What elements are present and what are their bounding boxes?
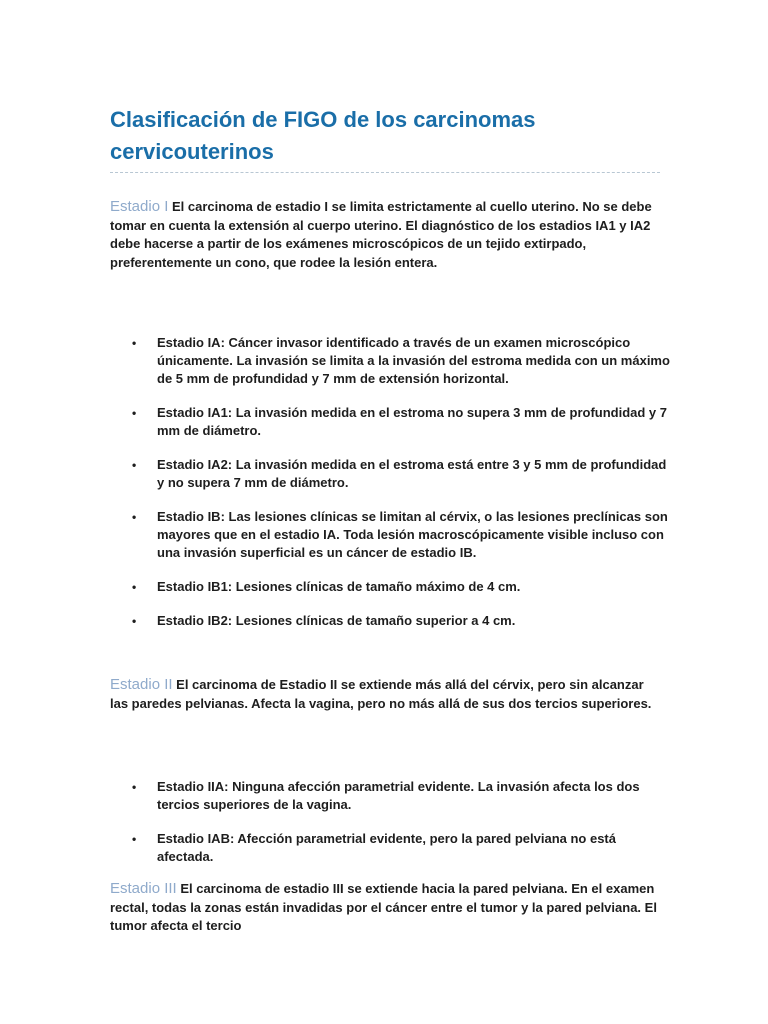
- list-item-text: Estadio IAB: Afección parametrial evidente, pero la pared pelviana no está afectada.: [157, 831, 616, 864]
- stage-3-text: El carcinoma de estadio III se extiende hacia la pared pelviana. En el examen rectal, todas la zonas están invadidas por el cáncer entre el tumor y la pared pelviana. El tumor afecta el tercio: [110, 881, 657, 934]
- title-divider: [110, 172, 660, 173]
- list-item-text: Estadio IA: Cáncer invasor identificado a través de un examen microscópico únicamente. La invasión se limita a la invasión del estroma medida con un máximo de 5 mm de profundidad y 7 mm de extensión horizontal.: [157, 335, 670, 386]
- bullet-icon: •: [132, 458, 137, 472]
- bullet-icon: •: [132, 510, 137, 524]
- list-item: [110, 404, 670, 440]
- stage-1-text: El carcinoma de estadio I se limita estrictamente al cuello uterino. No se debe tomar en cuenta la extensión al cuerpo uterino. El diagnóstico de los estadios IA1 y IA2 debe hacerse a partir de los exámenes microscópicos de un tejido extirpado, preferentemente un cono, que rodee la lesión entera.: [110, 199, 652, 270]
- bullet-icon: •: [132, 336, 137, 350]
- list-item: [110, 456, 670, 492]
- list-item-text: Estadio IB: Las lesiones clínicas se limitan al cérvix, o las lesiones preclínicas son mayores que en el estadio IA. Toda lesión macroscópicamente visible incluso con una invasión superficial es un cáncer de estadio IB.: [157, 509, 668, 560]
- list-item: [110, 778, 670, 814]
- list-item-text: Estadio IB1: Lesiones clínicas de tamaño máximo de 4 cm.: [157, 579, 521, 594]
- list-item: [110, 612, 670, 630]
- stage-1-substage-list: [110, 334, 670, 646]
- list-item-text: Estadio IA2: La invasión medida en el estroma está entre 3 y 5 mm de profundidad y no supera 7 mm de diámetro.: [157, 457, 667, 490]
- list-item-text: Estadio IB2: Lesiones clínicas de tamaño superior a 4 cm.: [157, 613, 516, 628]
- list-item: [110, 830, 670, 866]
- list-item: [110, 334, 670, 388]
- list-item-text: Estadio IIA: Ninguna afección parametrial evidente. La invasión afecta los dos tercios superiores de la vagina.: [157, 779, 640, 812]
- list-item: [110, 508, 670, 562]
- stage-2-heading: Estadio II: [110, 676, 173, 693]
- bullet-icon: •: [132, 780, 137, 794]
- stage-2-text: El carcinoma de Estadio II se extiende más allá del cérvix, pero sin alcanzar las paredes pelvianas. Afecta la vagina, pero no más allá de sus dos tercios superiores.: [110, 677, 652, 711]
- stage-3-heading: Estadio III: [110, 880, 177, 897]
- stage-2-substage-list: [110, 778, 670, 882]
- section-stage-1-paragraph: [110, 198, 658, 272]
- bullet-icon: •: [132, 406, 137, 420]
- list-item: [110, 578, 670, 596]
- bullet-icon: •: [132, 580, 137, 594]
- stage-1-heading: Estadio I: [110, 198, 169, 215]
- list-item-text: Estadio IA1: La invasión medida en el estroma no supera 3 mm de profundidad y 7 mm de diámetro.: [157, 405, 668, 438]
- bullet-icon: •: [132, 832, 137, 846]
- document-title: Clasificación de FIGO de los carcinomas cervicouterinos: [110, 107, 536, 164]
- section-stage-2-paragraph: [110, 676, 658, 713]
- section-stage-3-paragraph: [110, 880, 658, 936]
- bullet-icon: •: [132, 614, 137, 628]
